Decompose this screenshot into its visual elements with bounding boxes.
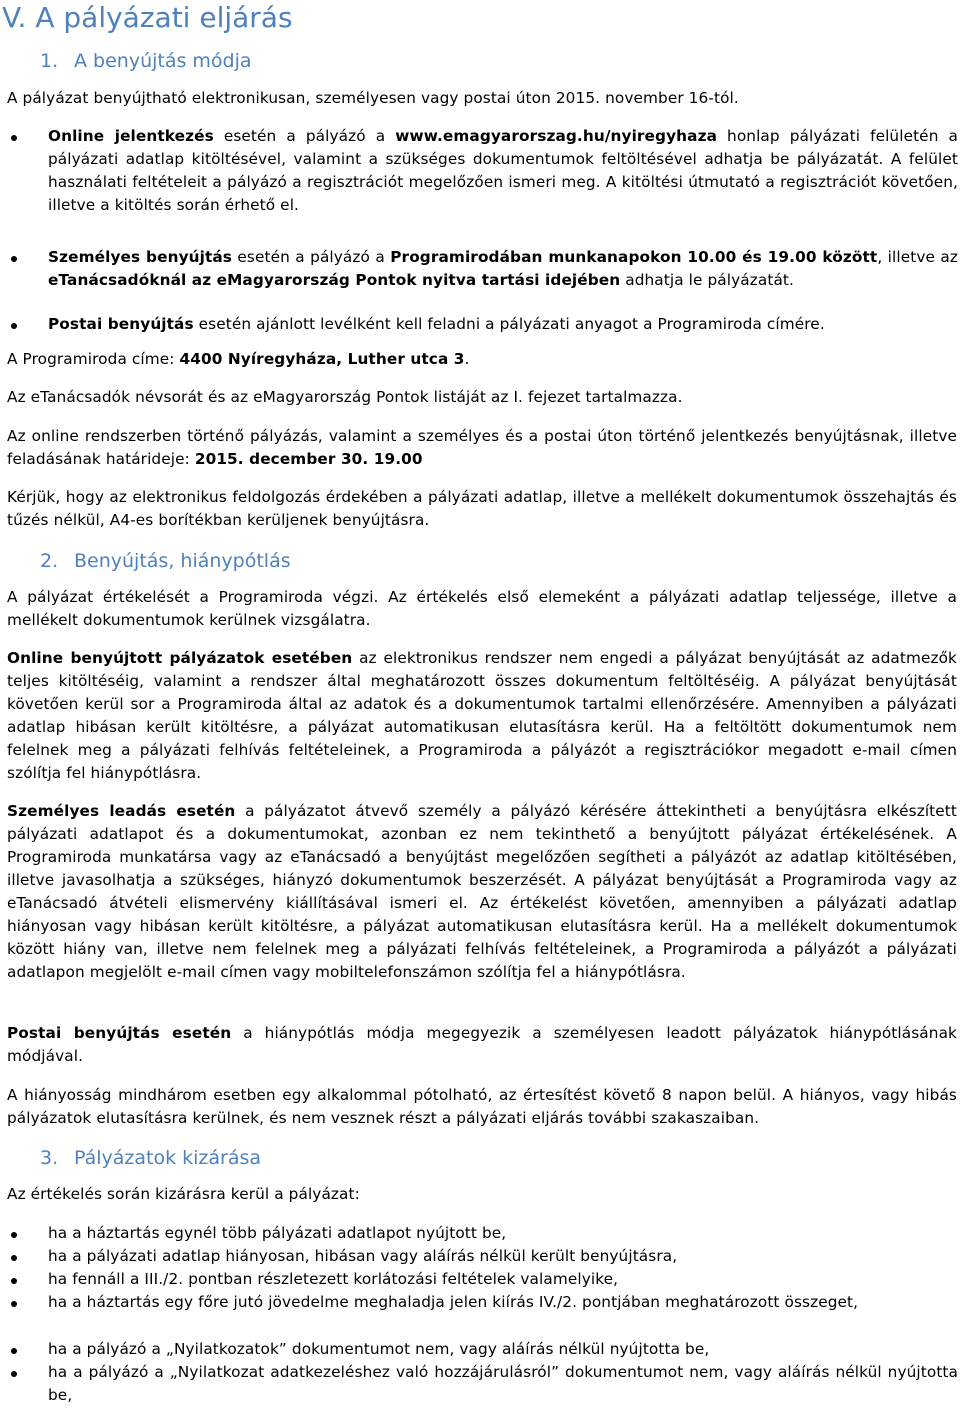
bullet-icon [11,1348,17,1354]
bullet-icon [11,256,17,262]
section-2-title: Benyújtás, hiánypótlás [74,550,291,572]
online-submission-item: Online jelentkezés esetén a pályázó a www.emagyarorszag.hu/nyiregyhaza honlap pályázati felületén a pályázati adatlap kitöltésével, valamint a szükséges dokumentumok feltöltésével adhatja be pályázatát. A felület használati feltételeit a pályázó a regisztrációt megelőzően ismeri meg. A kitöltési útmutató a regisztrációt követően, illetve a kitöltés során érhető el. [48,127,958,214]
online-label: Online jelentkezés [48,127,214,145]
section-2-heading [40,548,291,574]
advisors-list-note: Az eTanácsadók névsorát és az eMagyarország Pontok listáját az I. fejezet tartalmazza. [7,388,683,406]
deadline-paragraph: Az online rendszerben történő pályázás, valamint a személyes és a postai úton történő jelentkezés benyújtásnak, illetve feladásának határideje: 2015. december 30. 19.00 [7,427,957,468]
postal-label: Postai benyújtás [48,315,194,333]
bullet-icon [11,135,17,141]
website-link[interactable]: www.emagyarorszag.hu/nyiregyhaza [395,127,717,145]
exclusion-intro: Az értékelés során kizárásra kerül a pályázat: [7,1185,360,1203]
office-address: A Programiroda címe: 4400 Nyíregyháza, Luther utca 3. [7,350,470,368]
exclusion-item: ha a háztartás egynél több pályázati adatlapot nyújtott be, [48,1224,507,1242]
exclusion-item: ha a pályázati adatlap hiányosan, hibásan vagy aláírás nélkül került benyújtásra, [48,1247,678,1265]
section-1-intro: A pályázat benyújtható elektronikusan, személyesen vagy postai úton 2015. november 16-tól. [7,89,739,107]
exclusion-item: ha fennáll a III./2. pontban részletezett korlátozási feltételek valamelyike, [48,1270,619,1288]
deficiency-deadline-paragraph: A hiányosság mindhárom esetben egy alkalommal pótolható, az értesítést követő 8 napon belül. A hiányos, vagy hibás pályázatok elutasításra kerülnek, és nem vesznek részt a pályázati eljárás további szakaszaiban. [7,1086,957,1127]
section-1-title: A benyújtás módja [74,50,252,72]
section-2-number: 2. [40,550,59,572]
exclusion-item: ha a pályázó a „Nyilatkozat adatkezeléshez való hozzájárulásról” dokumentumot nem, vagy aláírás nélkül nyújtotta be, [48,1363,958,1404]
section-3-number: 3. [40,1147,59,1169]
bullet-icon [11,1255,17,1261]
bullet-icon [11,1371,17,1377]
personal-submission-item: Személyes benyújtás esetén a pályázó a Programirodában munkanapokon 10.00 és 19.00 között, illetve az eTanácsadóknál az eMagyarország Pontok nyitva tartási idejében adhatja le pályázatát. [48,248,958,289]
exclusion-item: ha a háztartás egy főre jutó jövedelme meghaladja jelen kiírás IV./2. pontjában meghatározott összeget, [48,1293,859,1311]
envelope-request: Kérjük, hogy az elektronikus feldolgozás érdekében a pályázati adatlap, illetve a mellékelt dokumentumok összehajtás és tűzés nélkül, A4-es borítékban kerüljenek benyújtásra. [7,488,957,529]
bullet-icon [11,1301,17,1307]
exclusion-item: ha a pályázó a „Nyilatkozatok” dokumentumot nem, vagy aláírás nélkül nyújtotta be, [48,1340,710,1358]
bullet-icon [11,1278,17,1284]
chapter-heading: V. A pályázati eljárás [2,1,293,34]
personal-label: Személyes benyújtás [48,248,233,266]
section-3-title: Pályázatok kizárása [74,1147,262,1169]
personal-deficiency-paragraph: Személyes leadás esetén a pályázatot átvevő személy a pályázó kérésére áttekintheti a benyújtásra elkészített pályázati adatlapot és a dokumentumokat, azonban ez nem tekinthető a benyújtott pályázat értékelésének. A Programiroda munkatársa vagy az eTanácsadó a benyújtást megelőzően segítheti a pályázót az adatlap kitöltésében, illetve javasolhatja a szükséges, hiányzó dokumentumok beszerzését. A pályázat benyújtását a Programiroda vagy az eTanácsadó átvételi elismervény kiállításával ismeri el. Az értékelést követően, amennyiben a pályázati adatlap hiányosan vagy hibásan került kitöltésre, a pályázat automatikusan elutasításra kerül. Ha a mellékelt dokumentumok között hiány van, illetve nem felelnek meg a pályázati felhívás feltételeinek, a Programiroda a pályázót a pályázati adatlapon megjelölt e-mail címen vagy mobiltelefonszámon szólítja fel a hiánypótlásra. [7,802,957,981]
postal-submission-item: Postai benyújtás esetén ajánlott levélként kell feladni a pályázati anyagot a Programiroda címére. [48,315,825,333]
bullet-icon [11,1232,17,1238]
section-1-number: 1. [40,50,59,72]
section-3-heading [40,1145,261,1171]
bullet-icon [11,323,17,329]
evaluation-paragraph: A pályázat értékelését a Programiroda végzi. Az értékelés első elemeként a pályázati adatlap teljessége, illetve a mellékelt dokumentumok kerülnek vizsgálatra. [7,588,957,629]
postal-deficiency-paragraph: Postai benyújtás esetén a hiánypótlás módja megegyezik a személyesen leadott pályázatok hiánypótlásának módjával. [7,1024,957,1065]
online-deficiency-paragraph: Online benyújtott pályázatok esetében az elektronikus rendszer nem engedi a pályázat benyújtását az adatmezők teljes kitöltéséig, valamint a rendszer által meghatározott összes dokumentum feltöltéséig. A pályázat benyújtását követően kerül sor a Programiroda által az adatok és a dokumentumok tartalmi ellenőrzésére. Amennyiben a pályázati adatlap hibásan került kitöltésre, a pályázat automatikusan elutasításra kerül. Ha a feltöltött dokumentumok nem felelnek meg a pályázati felhívás feltételeinek, a Programiroda a pályázót a regisztrációkor megadott e-mail címen szólítja fel hiánypótlásra. [7,649,958,782]
deadline-value: 2015. december 30. 19.00 [194,450,423,468]
section-1-heading [40,48,252,74]
